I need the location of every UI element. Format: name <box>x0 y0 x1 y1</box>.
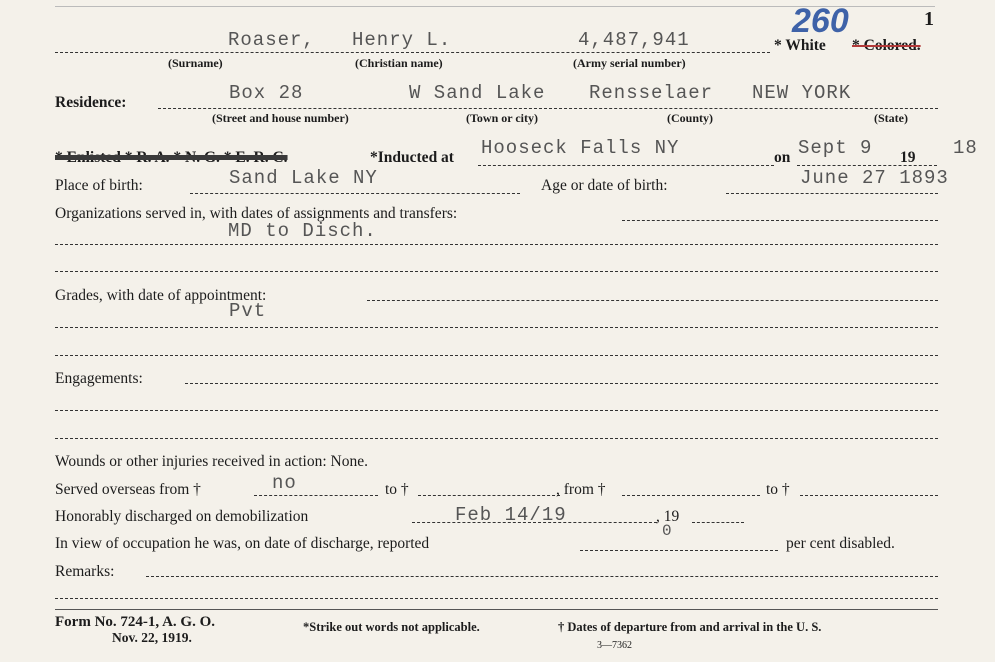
residence-street-value: Box 28 <box>229 82 304 104</box>
engagements-line-1 <box>185 383 938 384</box>
footer-rule <box>55 609 938 610</box>
inducted-label: *Inducted at <box>370 149 454 166</box>
organizations-value: MD to Disch. <box>228 220 377 242</box>
inducted-place-value: Hooseck Falls NY <box>481 137 680 159</box>
on-label: on <box>774 149 791 166</box>
grades-value: Pvt <box>229 300 267 322</box>
birth-date-line <box>726 193 938 194</box>
state-caption: (State) <box>874 111 908 125</box>
engagements-label: Engagements: <box>55 370 143 387</box>
form-date: Nov. 22, 1919. <box>112 630 192 645</box>
discharge-year-suffix: , 19 <box>656 508 680 525</box>
year-prefix: 19 <box>900 149 916 166</box>
remarks-line-2 <box>55 598 938 599</box>
street-caption: (Street and house number) <box>212 111 349 125</box>
form-number: Form No. 724-1, A. G. O. <box>55 614 215 630</box>
birth-date-value: June 27 1893 <box>800 167 949 189</box>
overseas-from2-label: , from † <box>556 481 606 498</box>
stamp-number: 260 <box>792 2 849 40</box>
wounds-label: Wounds or other injuries received in action: None. <box>55 453 368 470</box>
overseas-from-value: no <box>272 472 297 494</box>
enlisted-options: * Enlisted * R. A. * N. G. * E. R. C. <box>55 149 288 166</box>
remarks-label: Remarks: <box>55 563 115 580</box>
disability-label: In view of occupation he was, on date of discharge, reported <box>55 535 430 552</box>
grades-label: Grades, with date of appointment: <box>55 287 267 304</box>
name-line <box>55 52 770 53</box>
overseas-to2-line <box>800 495 938 496</box>
town-caption: (Town or city) <box>466 111 538 125</box>
discharge-year-line <box>692 522 744 523</box>
serial-caption: (Army serial number) <box>573 56 686 70</box>
organizations-line-3 <box>55 271 938 272</box>
grades-line-2 <box>55 327 938 328</box>
discharge-date-value: Feb 14/19 <box>455 504 567 526</box>
overseas-to2-label: to † <box>766 481 790 498</box>
engagements-line-2 <box>55 410 938 411</box>
organizations-label: Organizations served in, with dates of assignments and transfers: <box>55 205 458 222</box>
organizations-line-1 <box>622 220 938 221</box>
disability-value: 0 <box>662 522 673 540</box>
dagger-note: † Dates of departure from and arrival in the U. S. <box>558 620 822 634</box>
print-code: 3—7362 <box>597 640 632 651</box>
date-line <box>797 165 937 166</box>
strike-note: *Strike out words not applicable. <box>303 620 480 634</box>
inducted-year-value: 18 <box>953 137 978 159</box>
overseas-from2-line <box>622 495 760 496</box>
surname-value: Roaser, <box>228 29 315 51</box>
white-label: * White <box>774 37 826 54</box>
grades-line-1 <box>367 300 938 301</box>
serial-number-value: 4,487,941 <box>578 29 690 51</box>
colored-label: * Colored. <box>852 37 921 54</box>
christian-name-value: Henry L. <box>352 29 452 51</box>
overseas-to-line <box>418 495 560 496</box>
engagements-line-3 <box>55 438 938 439</box>
residence-state-value: NEW YORK <box>752 82 852 104</box>
organizations-line-2 <box>55 244 938 245</box>
residence-line <box>158 108 938 109</box>
christian-name-caption: (Christian name) <box>355 56 443 70</box>
residence-town-value: W Sand Lake <box>409 82 546 104</box>
overseas-label: Served overseas from † <box>55 481 201 498</box>
birth-place-value: Sand Lake NY <box>229 167 378 189</box>
remarks-line-1 <box>146 576 938 577</box>
disability-suffix: per cent disabled. <box>786 535 895 552</box>
disability-line <box>580 550 778 551</box>
residence-label: Residence: <box>55 94 127 111</box>
birth-date-label: Age or date of birth: <box>541 177 668 194</box>
overseas-to-label: to † <box>385 481 409 498</box>
county-caption: (County) <box>667 111 714 125</box>
inducted-line <box>478 165 774 166</box>
surname-caption: (Surname) <box>168 56 223 70</box>
overseas-from-line <box>254 495 378 496</box>
birth-place-label: Place of birth: <box>55 177 143 194</box>
card-number: 1 <box>924 8 934 30</box>
grades-line-3 <box>55 355 938 356</box>
birth-place-line <box>190 193 520 194</box>
residence-county-value: Rensselaer <box>589 82 714 104</box>
discharge-label: Honorably discharged on demobilization <box>55 508 309 525</box>
inducted-date-value: Sept 9 <box>798 137 873 159</box>
